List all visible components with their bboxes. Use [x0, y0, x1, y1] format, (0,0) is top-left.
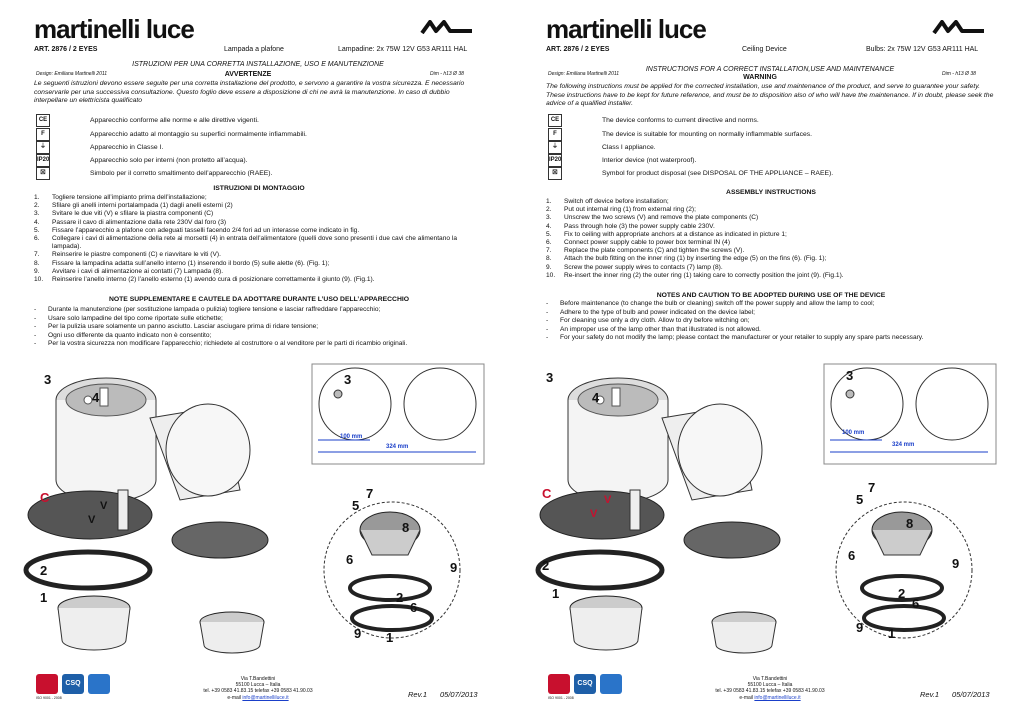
- list-item: 6. Connect power supply cable to power box terminal IN (4): [546, 239, 731, 247]
- figure-drawing: [512, 360, 1024, 660]
- email-link[interactable]: info@martinelliluce.it: [242, 694, 289, 701]
- list-item: - For your safety do not modify the lamp; please contact the manufacturer or your retailer to supply any spare parts necessary.: [546, 334, 996, 343]
- list-item: 5. Fix to ceiling with appropriate anchors at a distance as indicated in picture 1;: [546, 230, 787, 238]
- list-item: 1. Switch off device before installation;: [546, 198, 669, 205]
- figure-label: C: [40, 490, 50, 505]
- figure-label: 3: [846, 368, 854, 383]
- list-item: - Ogni uso differente da quanto indicato non è consentito;: [34, 332, 484, 341]
- figure-label: 9: [952, 556, 960, 571]
- list-item: - Adhere to the type of bulb and power indicated on the device label;: [546, 309, 996, 318]
- figure-label: 5: [352, 498, 360, 513]
- warning-text: Le seguenti istruzioni devono essere seguite per una corretta installazione del prodotto, e servono a garantire la vostra sicurezza. E necessario conservarle per una successiva consultazione. Questo foglio deve essere a disposizione di chi ne avrà la manutenzione. In caso di dubbio interpellare un elettricista qualificato: [34, 80, 465, 105]
- list-item: 4. Passare il cavo di alimentazione dalla rete 230V dal foro (3): [34, 218, 227, 226]
- figure-label: V: [590, 508, 598, 520]
- ip20-icon: IP20: [548, 154, 562, 167]
- notes-heading: NOTES AND CAUTION TO BE ADOPTED DURING USE OF THE DEVICE: [656, 292, 886, 299]
- symbol-text: The device is suitable for mounting on normally inflammable surfaces.: [602, 131, 813, 138]
- symbol-row: [548, 167, 988, 181]
- figure-label: V: [88, 514, 96, 526]
- list-item: 1. Togliere tensione all’impianto prima dell’installazione;: [34, 194, 207, 201]
- ce-mark-icon: CE: [36, 114, 50, 127]
- figure-label: 6: [912, 596, 920, 611]
- iqnet-logo-icon: [88, 674, 110, 694]
- email-link[interactable]: info@martinelliluce.it: [754, 694, 801, 701]
- symbol-text: Interior device (not waterproof).: [602, 157, 697, 164]
- notes-heading: NOTE SUPPLEMENTARE E CAUTELE DA ADOTTARE DURANTE L’USO DELL’APPARECCHIO: [108, 296, 410, 303]
- bulb-spec: Lampadine: 2x 75W 12V G53 AR111 HAL: [338, 46, 468, 53]
- figure-label: 1: [40, 590, 48, 605]
- figure-label: 7: [366, 486, 374, 501]
- csq-logo: CSQ: [574, 674, 596, 694]
- designer-credit: Design: Emiliana Martinelli 2011: [548, 71, 620, 77]
- assembly-figure: [512, 360, 1024, 660]
- list-item: - For cleaning use only a dry cloth. Allow to dry before witching on;: [546, 317, 996, 326]
- notes-list: [546, 300, 996, 343]
- article-code: ART. 2876 / 2 EYES: [546, 46, 610, 53]
- figure-label: 1: [386, 630, 394, 645]
- list-item: - Durante la manutenzione (per sostituzione lampada o pulizia) togliere tensione e lasciar raffreddare l’apparecchio;: [34, 306, 484, 315]
- symbol-row: [36, 114, 476, 128]
- weee-bin-icon: ☒: [36, 167, 50, 180]
- warning-heading: WARNING: [743, 74, 777, 81]
- ce-mark-icon: CE: [548, 114, 562, 127]
- list-item: - Usare solo lampadine del tipo come riportate sulle etichette;: [34, 315, 484, 324]
- figure-label: C: [542, 486, 552, 501]
- dimension-label: 100 mm: [340, 434, 363, 440]
- warning-text: The following instructions must be applied for the corrected installation, use and maintenance of the product, and serve to guarantee your safety. These instructions have to be kept for future reference, and must be to disposition also of who will have the maintenance. If in doubt, please seek the advice of a qualified installer.: [546, 83, 994, 108]
- symbol-row: [36, 167, 476, 181]
- list-item: - Per la vostra sicurezza non modificare l’apparecchio; richiedete al costruttore o al venditore per le parti di ricambio originali.: [34, 340, 484, 349]
- figure-label: 5: [856, 492, 864, 507]
- symbol-text: Apparecchio conforme alle norme e alle direttive vigenti.: [90, 117, 259, 124]
- figure-label: 6: [848, 548, 856, 563]
- dimension-label: 100 mm: [842, 430, 865, 436]
- brand-mark-icon: [932, 20, 986, 34]
- figure-label: 2: [40, 563, 48, 578]
- assembly-steps: [546, 198, 996, 280]
- figure-label: 4: [92, 390, 100, 405]
- figure-label: 6: [346, 552, 354, 567]
- figure-label: 1: [552, 586, 560, 601]
- product-type: Ceiling Device: [742, 46, 787, 53]
- list-item: - Per la pulizia usare solamente un panno asciutto. Lasciar asciugare prima di ridare tensione;: [34, 323, 484, 332]
- list-item: 9. Screw the power supply wires to contacts (7) lamp (8).: [546, 263, 723, 271]
- revision: Rev.1: [920, 690, 940, 699]
- symbol-row: [36, 154, 476, 168]
- flammable-surface-icon: F: [548, 128, 562, 141]
- quality-logo-icon: [36, 674, 58, 694]
- assembly-heading: ASSEMBLY INSTRUCTIONS: [726, 189, 816, 196]
- list-item: 7. Replace the plate components (C) and tighten the screws (V).: [546, 247, 745, 255]
- list-item: 9. Avvitare i cavi di alimentazione ai contatti (7) Lampada (8).: [34, 267, 224, 275]
- symbol-row: [548, 114, 988, 128]
- figure-label: 8: [402, 520, 410, 535]
- figure-label: 4: [592, 390, 600, 405]
- figure-label: 9: [856, 620, 864, 635]
- dimension-code: Dim - h13 Ø 38: [430, 71, 464, 77]
- symbol-row: [36, 141, 476, 155]
- list-item: 10. Re-insert the inner ring (2) the outer ring (1) taking care to correctly position the joint (9). (Fig.1).: [546, 271, 844, 279]
- notes-list: [34, 306, 484, 349]
- flammable-surface-icon: F: [36, 128, 50, 141]
- figure-label: 2: [542, 558, 550, 573]
- list-item: 2. Put out internal ring (1) from external ring (2);: [546, 206, 696, 214]
- list-item: 10. Reinserire l’anello interno (2) l’anello esterno (1) avendo cura di posizionare correttamente il giunto (9). (Fig.1).: [34, 276, 375, 284]
- class-i-ground-icon: ⏚: [548, 141, 562, 154]
- symbol-text: Apparecchio adatto al montaggio su superfici normalmente infiammabili.: [90, 131, 307, 138]
- figure-label: 9: [450, 560, 458, 575]
- symbol-text: Apparecchio solo per interni (non protetto all’acqua).: [90, 157, 248, 164]
- figure-label: 6: [410, 600, 418, 615]
- symbol-text: Apparecchio in Classe I.: [90, 144, 164, 151]
- figure-drawing: [0, 360, 512, 660]
- iso-text: ISO 9001 - 2008: [36, 696, 62, 700]
- iso-text: ISO 9001 - 2008: [548, 696, 574, 700]
- list-item: 2. Sfilare gli anelli interni portalampada (1) dagli anelli esterni (2): [34, 202, 233, 210]
- figure-label: 2: [898, 586, 906, 601]
- symbol-text: Class I appliance.: [602, 144, 656, 151]
- brand-mark-icon: [420, 20, 474, 34]
- iqnet-logo-icon: [600, 674, 622, 694]
- figure-label: 9: [354, 626, 362, 641]
- article-code: ART. 2876 / 2 EYES: [34, 46, 98, 53]
- figure-label: 3: [344, 372, 352, 387]
- ip20-icon: IP20: [36, 154, 50, 167]
- quality-logo-icon: [548, 674, 570, 694]
- brand-logo: martinelli luce: [546, 14, 706, 44]
- weee-bin-icon: ☒: [548, 167, 562, 180]
- figure-label: 1: [888, 626, 896, 641]
- product-type: Lampada a plafone: [224, 46, 284, 53]
- dimension-label: 324 mm: [892, 442, 915, 448]
- symbol-text: Simbolo per il corretto smaltimento dell’apparecchio (RAEE).: [90, 170, 273, 177]
- symbol-text: Symbol for product disposal (see DISPOSAL OF THE APPLIANCE – RAEE).: [602, 170, 834, 177]
- symbol-row: [548, 128, 988, 142]
- symbol-row: [36, 128, 476, 142]
- assembly-steps: [34, 194, 484, 284]
- designer-credit: Design: Emiliana Martinelli 2011: [36, 71, 108, 77]
- dimension-code: Dim - h13 Ø 38: [942, 71, 976, 77]
- list-item: 3. Unscrew the two screws (V) and remove the plate components (C): [546, 214, 759, 222]
- csq-logo: CSQ: [62, 674, 84, 694]
- footer: [0, 668, 512, 724]
- brand-logo: martinelli luce: [34, 14, 194, 44]
- company-address: Via T.Bandettini 55100 Lucca – Italia tel. +39 0583 41.83.15 telefax +39 0583 41.90.03 e-mail info@martinelliluce.it: [715, 676, 825, 701]
- list-item: 8. Attach the bulb fitting on the inner ring (1) by inserting the edge (5) on the fins (6). (Fig. 1);: [546, 255, 827, 263]
- assembly-heading: ISTRUZIONI DI MONTAGGIO: [213, 185, 305, 192]
- figure-label: V: [604, 494, 612, 506]
- figure-label: 7: [868, 480, 876, 495]
- list-item: 6. Collegare i cavi di alimentazione della rete ai morsetti (4) in entrata dell’alimentatore (quelli dove sono presenti i due cavi che alimentano la lampada).: [34, 235, 458, 251]
- list-item: 3. Svitare le due viti (V) e sfilare la piastra componenti (C): [34, 210, 214, 218]
- footer: [512, 668, 1024, 724]
- figure-label: 8: [906, 516, 914, 531]
- page-english: [512, 0, 1024, 724]
- figure-label: V: [100, 500, 108, 512]
- revision-date: 05/07/2013: [440, 690, 478, 699]
- list-item: - An improper use of the lamp other than that illustrated is not allowed.: [546, 326, 996, 335]
- bulb-spec: Bulbs: 2x 75W 12V G53 AR111 HAL: [866, 46, 979, 53]
- list-item: 8. Fissare la lampadina adatta sull’anello interno (1) inserendo il bordo (5) sulle alette (6). (Fig. 1);: [34, 259, 330, 267]
- warning-heading: AVVERTENZE: [224, 71, 272, 78]
- instructions-title: ISTRUZIONI PER UNA CORRETTA INSTALLAZIONE, USO E MANUTENZIONE: [132, 61, 384, 68]
- symbol-row: [548, 154, 988, 168]
- figure-label: 2: [396, 590, 404, 605]
- instructions-title: INSTRUCTIONS FOR A CORRECT INSTALLATION,USE AND MAINTENANCE: [645, 66, 895, 73]
- list-item: 7. Reinserire le piastre componenti (C) e riavvitare le viti (V).: [34, 251, 221, 259]
- assembly-figure: [0, 360, 512, 660]
- list-item: 5. Fissare l’apparecchio a plafone con adeguati tasselli facendo 2/4 fori ad un interasse come indicato in fig.: [34, 226, 360, 234]
- dimension-label: 324 mm: [386, 444, 409, 450]
- symbol-row: [548, 141, 988, 155]
- symbol-text: The device conforms to current directive and norms.: [602, 117, 759, 124]
- list-item: 4. Pass through hole (3) the power supply cable 230V.: [546, 222, 715, 230]
- figure-label: 3: [44, 372, 52, 387]
- company-address: Via T.Bandettini 55100 Lucca – Italia tel. +39 0583 41.83.15 telefax +39 0583 41.90.03 e-mail info@martinelliluce.it: [203, 676, 313, 701]
- revision-date: 05/07/2013: [952, 690, 990, 699]
- revision: Rev.1: [408, 690, 428, 699]
- class-i-ground-icon: ⏚: [36, 141, 50, 154]
- figure-label: 3: [546, 370, 554, 385]
- list-item: - Before maintenance (to change the bulb or cleaning) switch off the power supply and allow the lamp to cool;: [546, 300, 996, 309]
